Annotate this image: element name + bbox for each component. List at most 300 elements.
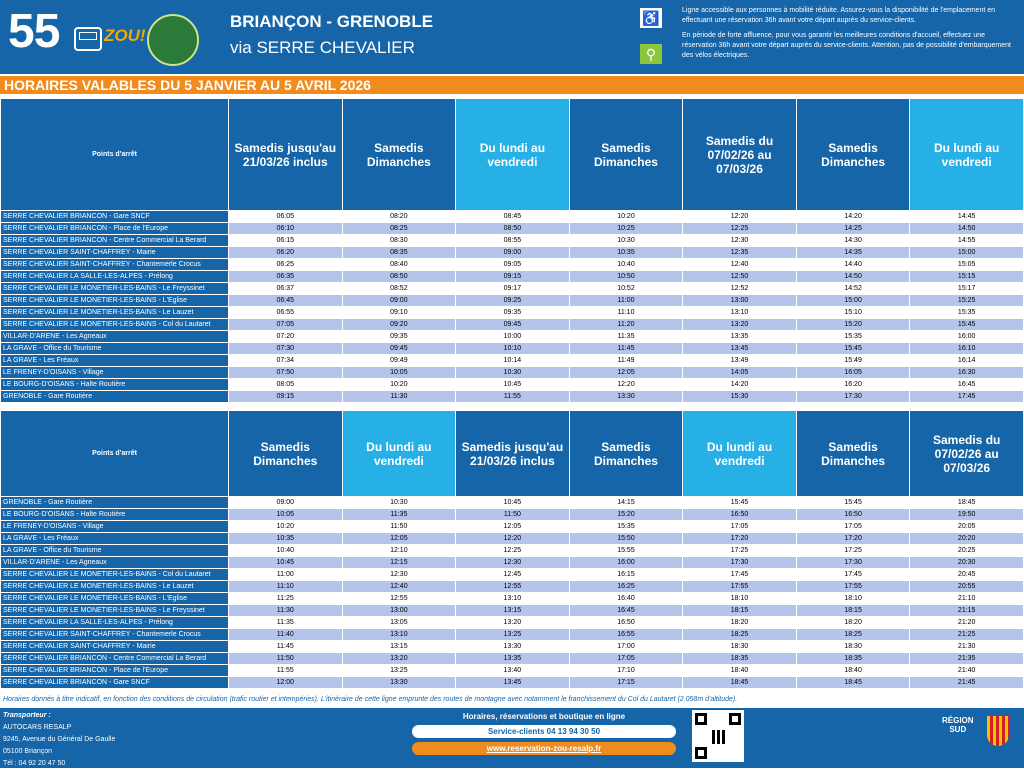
departure-time: 16:40 [569, 593, 683, 605]
stop-name: SERRE CHEVALIER LE MONETIER-LES-BAINS - L'Eglise [1, 593, 229, 605]
departure-time: 10:14 [456, 355, 570, 367]
departure-time: 11:25 [229, 593, 343, 605]
departure-time: 09:00 [229, 497, 343, 509]
table-row [1, 247, 1024, 259]
departure-time: 17:55 [683, 581, 797, 593]
departure-time: 20:05 [910, 521, 1024, 533]
departure-time: 08:35 [342, 247, 456, 259]
departure-time: 16:50 [683, 509, 797, 521]
departure-time: 13:15 [456, 605, 570, 617]
departure-time: 08:52 [342, 283, 456, 295]
departure-time: 13:15 [342, 641, 456, 653]
departure-time: 15:35 [910, 307, 1024, 319]
stop-name: SERRE CHEVALIER SAINT-CHAFFREY - Mairie [1, 641, 229, 653]
departure-time: 12:40 [683, 259, 797, 271]
departure-time: 13:25 [342, 665, 456, 677]
stop-name: SERRE CHEVALIER LE MONETIER-LES-BAINS - Le Freyssinet [1, 605, 229, 617]
table-row [1, 521, 1024, 533]
schedule-column-header: Samedis Dimanches [569, 99, 683, 211]
stop-name: LA GRAVE - Les Fréaux [1, 355, 229, 367]
departure-time: 16:45 [910, 379, 1024, 391]
departure-time: 15:45 [683, 497, 797, 509]
departure-time: 10:52 [569, 283, 683, 295]
departure-time: 18:40 [683, 665, 797, 677]
table-row [1, 295, 1024, 307]
departure-time: 10:40 [569, 259, 683, 271]
stop-name: GRENOBLE - Gare Routière [1, 497, 229, 509]
departure-time: 06:45 [229, 295, 343, 307]
departure-time: 17:25 [796, 545, 910, 557]
departure-time: 06:55 [229, 307, 343, 319]
table-row [1, 617, 1024, 629]
departure-time: 08:50 [456, 223, 570, 235]
info-title: Horaires, réservations et boutique en ligne [462, 712, 626, 721]
table-row [1, 367, 1024, 379]
footer [0, 708, 1024, 768]
departure-time: 17:25 [683, 545, 797, 557]
schedule-column-header: Samedis jusqu'au 21/03/26 inclus [229, 99, 343, 211]
table-row [1, 319, 1024, 331]
table-row [1, 581, 1024, 593]
bike-icon: ⚲ [640, 44, 662, 64]
departure-time: 06:05 [229, 211, 343, 223]
departure-time: 14:40 [796, 259, 910, 271]
zou-logo: ZOU! [104, 26, 146, 45]
departure-time: 14:30 [796, 235, 910, 247]
table-row [1, 331, 1024, 343]
departure-time: 10:30 [569, 235, 683, 247]
schedule-column-header: Du lundi au vendredi [342, 411, 456, 497]
departure-time: 06:20 [229, 247, 343, 259]
departure-time: 15:17 [910, 283, 1024, 295]
disclaimer: Horaires donnés à titre indicatif, en fonction des conditions de circulation (trafic routier et intempéries). L'itinéraire de cette ligne emprunte des routes de montagne avec notamment le franchissement du Col du Lautaret (2 058m d'altitude). [3, 696, 738, 703]
departure-time: 11:55 [456, 391, 570, 403]
departure-time: 12:40 [342, 581, 456, 593]
departure-time: 11:50 [342, 521, 456, 533]
departure-time: 12:55 [342, 593, 456, 605]
timetable-return [0, 410, 1024, 689]
departure-time: 16:30 [910, 367, 1024, 379]
departure-time: 09:05 [456, 259, 570, 271]
table-row [1, 271, 1024, 283]
departure-time: 16:14 [910, 355, 1024, 367]
table-row [1, 379, 1024, 391]
stop-name: SERRE CHEVALIER LE MONETIER-LES-BAINS - Col du Lautaret [1, 319, 229, 331]
departure-time: 17:30 [796, 391, 910, 403]
departure-time: 12:52 [683, 283, 797, 295]
stop-name: SERRE CHEVALIER SAINT-CHAFFREY - Mairie [1, 247, 229, 259]
departure-time: 20:55 [910, 581, 1024, 593]
departure-time: 18:30 [796, 641, 910, 653]
departure-time: 12:30 [456, 557, 570, 569]
departure-time: 16:10 [910, 343, 1024, 355]
departure-time: 15:45 [796, 343, 910, 355]
departure-time: 13:45 [456, 677, 570, 689]
departure-time: 06:37 [229, 283, 343, 295]
table-row [1, 283, 1024, 295]
departure-time: 18:10 [683, 593, 797, 605]
departure-time: 10:05 [342, 367, 456, 379]
departure-time: 10:45 [456, 379, 570, 391]
schedule-column-header: Samedis Dimanches [796, 99, 910, 211]
departure-time: 18:20 [683, 617, 797, 629]
table-row [1, 641, 1024, 653]
schedule-column-header: Samedis Dimanches [569, 411, 683, 497]
departure-time: 18:15 [796, 605, 910, 617]
departure-time: 15:50 [569, 533, 683, 545]
departure-time: 15:25 [910, 295, 1024, 307]
website-link[interactable]: www.reservation-zou-resalp.fr [412, 742, 676, 755]
departure-time: 10:20 [229, 521, 343, 533]
departure-time: 11:40 [229, 629, 343, 641]
departure-time: 19:50 [910, 509, 1024, 521]
departure-time: 17:55 [796, 581, 910, 593]
departure-time: 11:35 [342, 509, 456, 521]
table-row [1, 223, 1024, 235]
stop-name: LE FRENEY-D'OISANS - Village [1, 521, 229, 533]
departure-time: 10:05 [229, 509, 343, 521]
departure-time: 17:45 [910, 391, 1024, 403]
departure-time: 12:20 [569, 379, 683, 391]
departure-time: 16:20 [796, 379, 910, 391]
departure-time: 08:55 [456, 235, 570, 247]
schedule-column-header: Du lundi au vendredi [683, 411, 797, 497]
departure-time: 20:25 [910, 545, 1024, 557]
stop-name: VILLAR-D'ARENE - Les Agneaux [1, 331, 229, 343]
departure-time: 11:49 [569, 355, 683, 367]
stop-name: LA GRAVE - Office du Tourisme [1, 545, 229, 557]
departure-time: 09:00 [342, 295, 456, 307]
departure-time: 14:55 [910, 235, 1024, 247]
stop-name: GRENOBLE - Gare Routière [1, 391, 229, 403]
carrier-address: 9245, Avenue du Général De Gaulle [3, 736, 116, 743]
departure-time: 10:20 [342, 379, 456, 391]
departure-time: 10:00 [456, 331, 570, 343]
departure-time: 20:45 [910, 569, 1024, 581]
schedule-column-header: Samedis Dimanches [342, 99, 456, 211]
stop-name: LE BOURG-D'OISANS - Halte Routière [1, 379, 229, 391]
departure-time: 17:45 [683, 569, 797, 581]
departure-time: 06:35 [229, 271, 343, 283]
departure-time: 09:17 [456, 283, 570, 295]
carrier-phone: Tél : 04 92 20 47 50 [3, 760, 66, 767]
departure-time: 21:45 [910, 677, 1024, 689]
departure-time: 07:30 [229, 343, 343, 355]
header-notes [682, 6, 1018, 66]
table-row [1, 497, 1024, 509]
stop-name: VILLAR-D'ARENE - Les Agneaux [1, 557, 229, 569]
stop-name: SERRE CHEVALIER BRIANCON - Centre Commercial La Berard [1, 653, 229, 665]
departure-time: 13:40 [456, 665, 570, 677]
table-row [1, 545, 1024, 557]
departure-time: 08:40 [342, 259, 456, 271]
departure-time: 10:10 [456, 343, 570, 355]
stop-name: LE BOURG-D'OISANS - Halte Routière [1, 509, 229, 521]
departure-time: 16:55 [569, 629, 683, 641]
departure-time: 15:00 [910, 247, 1024, 259]
stop-name: SERRE CHEVALIER LE MONETIER-LES-BAINS - Col du Lautaret [1, 569, 229, 581]
departure-time: 09:00 [456, 247, 570, 259]
departure-time: 13:30 [456, 641, 570, 653]
departure-time: 11:35 [229, 617, 343, 629]
departure-time: 17:20 [796, 533, 910, 545]
region-logo: RÉGION SUD [942, 716, 974, 734]
departure-time: 12:15 [342, 557, 456, 569]
departure-time: 15:45 [910, 319, 1024, 331]
departure-time: 11:00 [569, 295, 683, 307]
departure-time: 14:52 [796, 283, 910, 295]
departure-time: 13:00 [342, 605, 456, 617]
carrier-name: AUTOCARS RESALP [3, 724, 72, 731]
stop-name: SERRE CHEVALIER LE MONETIER-LES-BAINS - Le Lauzet [1, 581, 229, 593]
departure-time: 11:10 [569, 307, 683, 319]
table-row [1, 557, 1024, 569]
region-flag-icon [987, 716, 1009, 746]
departure-time: 13:30 [569, 391, 683, 403]
carrier-label: Transporteur : [3, 712, 51, 719]
departure-time: 21:25 [910, 629, 1024, 641]
departure-time: 13:05 [342, 617, 456, 629]
table-row [1, 605, 1024, 617]
stop-name: SERRE CHEVALIER BRIANCON - Gare SNCF [1, 677, 229, 689]
table-row [1, 343, 1024, 355]
stop-column-header: Points d'arrêt [1, 411, 229, 497]
departure-time: 10:40 [229, 545, 343, 557]
departure-time: 11:55 [229, 665, 343, 677]
departure-time: 09:45 [456, 319, 570, 331]
departure-time: 20:30 [910, 557, 1024, 569]
departure-time: 12:25 [683, 223, 797, 235]
departure-time: 18:20 [796, 617, 910, 629]
stop-name: SERRE CHEVALIER BRIANCON - Place de l'Europe [1, 223, 229, 235]
departure-time: 12:10 [342, 545, 456, 557]
departure-time: 14:45 [910, 211, 1024, 223]
departure-time: 15:15 [910, 271, 1024, 283]
stop-name: SERRE CHEVALIER BRIANCON - Place de l'Europe [1, 665, 229, 677]
departure-time: 10:25 [569, 223, 683, 235]
departure-time: 18:45 [910, 497, 1024, 509]
departure-time: 09:49 [342, 355, 456, 367]
departure-time: 10:20 [569, 211, 683, 223]
schedule-column-header: Samedis Dimanches [229, 411, 343, 497]
header-bar [0, 0, 1024, 74]
departure-time: 15:05 [910, 259, 1024, 271]
departure-time: 06:25 [229, 259, 343, 271]
table-row [1, 235, 1024, 247]
departure-time: 06:10 [229, 223, 343, 235]
departure-time: 15:10 [796, 307, 910, 319]
departure-time: 15:00 [796, 295, 910, 307]
departure-time: 11:30 [229, 605, 343, 617]
departure-time: 13:25 [456, 629, 570, 641]
departure-time: 16:45 [569, 605, 683, 617]
departure-time: 11:50 [456, 509, 570, 521]
departure-time: 14:05 [683, 367, 797, 379]
stop-name: SERRE CHEVALIER LE MONETIER-LES-BAINS - L'Eglise [1, 295, 229, 307]
departure-time: 16:05 [796, 367, 910, 379]
table-row [1, 355, 1024, 367]
departure-time: 11:50 [229, 653, 343, 665]
departure-time: 08:30 [342, 235, 456, 247]
table-row [1, 307, 1024, 319]
departure-time: 10:50 [569, 271, 683, 283]
departure-time: 10:45 [456, 497, 570, 509]
departure-time: 12:20 [683, 211, 797, 223]
departure-time: 12:50 [683, 271, 797, 283]
departure-time: 09:15 [229, 391, 343, 403]
table-row [1, 665, 1024, 677]
schedule-column-header: Samedis jusqu'au 21/03/26 inclus [456, 411, 570, 497]
departure-time: 12:45 [456, 569, 570, 581]
departure-time: 10:30 [456, 367, 570, 379]
departure-time: 12:30 [683, 235, 797, 247]
departure-time: 17:30 [796, 557, 910, 569]
departure-time: 12:05 [456, 521, 570, 533]
bike-note: En période de forte affluence, pour vous garantir les meilleures conditions d'accueil, effectuez une réservation 36h avant votre départ auprès du service-clients. Attention, pas de possibilité d'embarquement des vélos électriques. [682, 32, 1011, 59]
stop-name: SERRE CHEVALIER LA SALLE-LES-ALPES - Prélong [1, 617, 229, 629]
departure-time: 11:35 [569, 331, 683, 343]
departure-time: 09:45 [342, 343, 456, 355]
departure-time: 07:50 [229, 367, 343, 379]
table-row [1, 509, 1024, 521]
stop-name: SERRE CHEVALIER LE MONETIER-LES-BAINS - Le Lauzet [1, 307, 229, 319]
service-phone-pill[interactable]: Service-clients 04 13 94 30 50 [412, 725, 676, 738]
departure-time: 08:25 [342, 223, 456, 235]
departure-time: 17:30 [683, 557, 797, 569]
departure-time: 16:50 [569, 617, 683, 629]
departure-time: 09:20 [342, 319, 456, 331]
departure-time: 15:20 [569, 509, 683, 521]
table-row [1, 259, 1024, 271]
departure-time: 16:25 [569, 581, 683, 593]
stop-column-header: Points d'arrêt [1, 99, 229, 211]
departure-time: 17:05 [683, 521, 797, 533]
departure-time: 13:00 [683, 295, 797, 307]
departure-time: 06:15 [229, 235, 343, 247]
departure-time: 09:15 [456, 271, 570, 283]
departure-time: 21:30 [910, 641, 1024, 653]
timetable-outbound [0, 98, 1024, 403]
departure-time: 10:30 [342, 497, 456, 509]
table-row [1, 533, 1024, 545]
departure-time: 18:45 [796, 677, 910, 689]
partner-logo-icon [147, 14, 199, 66]
stop-name: SERRE CHEVALIER BRIANCON - Gare SNCF [1, 211, 229, 223]
departure-time: 13:20 [683, 319, 797, 331]
qr-code-icon [692, 710, 744, 762]
departure-time: 18:45 [683, 677, 797, 689]
departure-time: 09:25 [456, 295, 570, 307]
departure-time: 15:20 [796, 319, 910, 331]
table-row [1, 593, 1024, 605]
departure-time: 13:10 [456, 593, 570, 605]
departure-time: 13:35 [683, 331, 797, 343]
departure-time: 10:35 [229, 533, 343, 545]
departure-time: 15:45 [796, 497, 910, 509]
departure-time: 17:05 [796, 521, 910, 533]
departure-time: 08:05 [229, 379, 343, 391]
stop-name: SERRE CHEVALIER SAINT-CHAFFREY - Chantemerle Crocus [1, 629, 229, 641]
stop-name: SERRE CHEVALIER LE MONETIER-LES-BAINS - Le Freyssinet [1, 283, 229, 295]
carrier-info [3, 710, 115, 770]
departure-time: 18:35 [796, 653, 910, 665]
departure-time: 11:45 [569, 343, 683, 355]
departure-time: 21:10 [910, 593, 1024, 605]
departure-time: 12:20 [456, 533, 570, 545]
departure-time: 18:10 [796, 593, 910, 605]
departure-time: 17:15 [569, 677, 683, 689]
departure-time: 11:10 [229, 581, 343, 593]
departure-time: 15:35 [796, 331, 910, 343]
departure-time: 21:35 [910, 653, 1024, 665]
table-row [1, 677, 1024, 689]
departure-time: 21:20 [910, 617, 1024, 629]
departure-time: 08:50 [342, 271, 456, 283]
departure-time: 14:50 [910, 223, 1024, 235]
stop-name: SERRE CHEVALIER BRIANCON - Centre Commercial La Berard [1, 235, 229, 247]
departure-time: 21:15 [910, 605, 1024, 617]
stop-name: SERRE CHEVALIER LA SALLE-LES-ALPES - Prélong [1, 271, 229, 283]
departure-time: 16:00 [569, 557, 683, 569]
departure-time: 15:30 [683, 391, 797, 403]
line-number: 55 [8, 5, 60, 58]
departure-time: 16:00 [910, 331, 1024, 343]
table-row [1, 629, 1024, 641]
departure-time: 13:49 [683, 355, 797, 367]
departure-time: 14:35 [796, 247, 910, 259]
route-title: BRIANÇON - GRENOBLE [230, 12, 434, 31]
departure-time: 08:20 [342, 211, 456, 223]
schedule-column-header: Samedis du 07/02/26 au 07/03/26 [683, 99, 797, 211]
departure-time: 15:49 [796, 355, 910, 367]
departure-time: 14:20 [683, 379, 797, 391]
departure-time: 12:05 [342, 533, 456, 545]
departure-time: 13:20 [456, 617, 570, 629]
departure-time: 18:25 [796, 629, 910, 641]
accessibility-note: Ligne accessible aux personnes à mobilité réduite. Assurez-vous la disponibilité de l'emplacement en effectuant une réservation 36h avant votre départ auprès du service-clients. [682, 7, 996, 24]
departure-time: 11:20 [569, 319, 683, 331]
departure-time: 14:50 [796, 271, 910, 283]
departure-time: 17:05 [569, 653, 683, 665]
departure-time: 17:10 [569, 665, 683, 677]
validity-banner: HORAIRES VALABLES DU 5 JANVIER AU 5 AVRIL 2026 [0, 76, 1024, 94]
departure-time: 17:45 [796, 569, 910, 581]
route-via: via SERRE CHEVALIER [230, 38, 415, 57]
departure-time: 09:10 [342, 307, 456, 319]
departure-time: 10:45 [229, 557, 343, 569]
departure-time: 13:45 [683, 343, 797, 355]
departure-time: 18:35 [683, 653, 797, 665]
departure-time: 10:35 [569, 247, 683, 259]
departure-time: 18:30 [683, 641, 797, 653]
departure-time: 13:10 [342, 629, 456, 641]
wheelchair-icon: ♿ [640, 8, 662, 28]
departure-time: 20:20 [910, 533, 1024, 545]
stop-name: LA GRAVE - Office du Tourisme [1, 343, 229, 355]
departure-time: 12:55 [456, 581, 570, 593]
carrier-city: 05100 Briançon [3, 748, 53, 755]
departure-time: 11:30 [342, 391, 456, 403]
departure-time: 09:35 [456, 307, 570, 319]
departure-time: 11:45 [229, 641, 343, 653]
departure-time: 16:50 [796, 509, 910, 521]
departure-time: 18:40 [796, 665, 910, 677]
departure-time: 16:15 [569, 569, 683, 581]
departure-time: 09:35 [342, 331, 456, 343]
stop-name: LE FRENEY-D'OISANS - Village [1, 367, 229, 379]
departure-time: 13:35 [456, 653, 570, 665]
departure-time: 15:35 [569, 521, 683, 533]
